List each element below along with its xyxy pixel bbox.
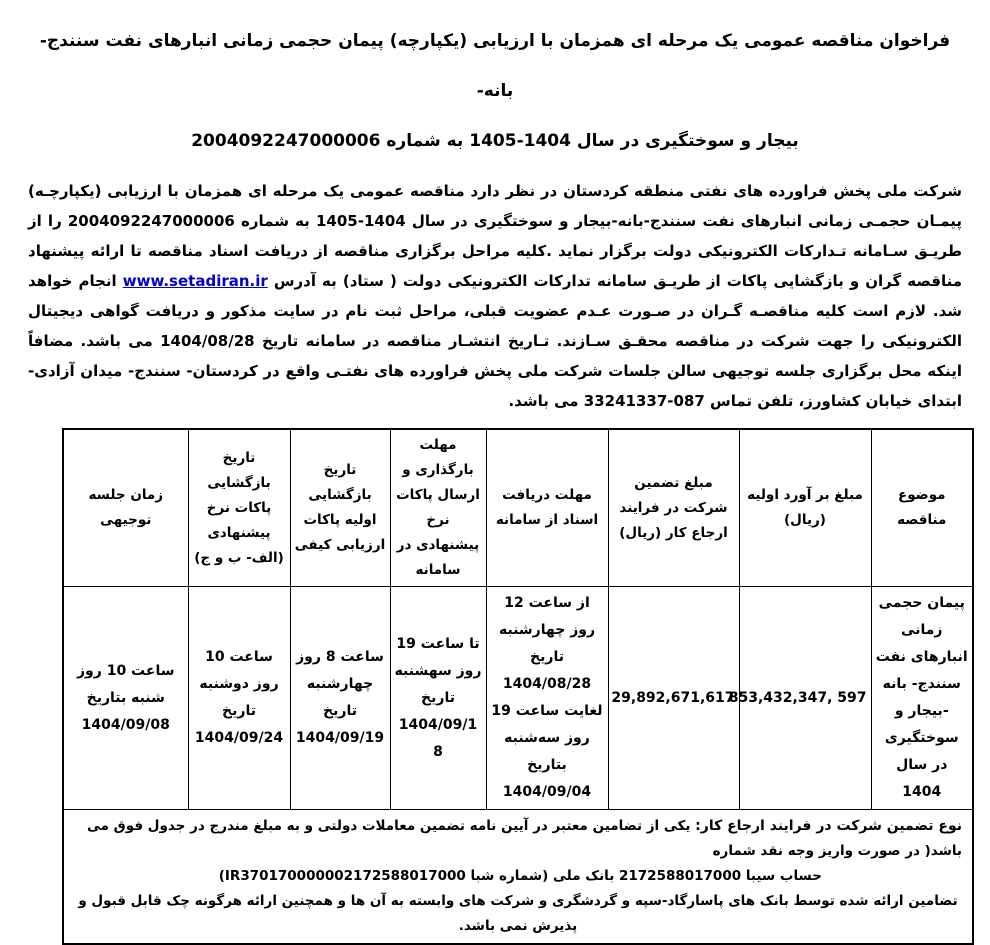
title-line-2: بیجار و سوختگیری در سال 1404-1405 به شماره 2004092247000006 [191,131,799,151]
note-line-1 [74,814,962,864]
cell-subject: پیمان حجمی زمانی انبارهای نفت سنندج- بانه -بیجار و سوختگیری در سال 1404 [871,587,973,810]
col-header-price-envelope-opening-date: تاریخ بازگشایی پاکات نرخ پیشنهادی (الف- ب و ج) [188,429,290,587]
intro-paragraph [28,176,962,416]
intro-text-after-link: انجام خواهد شد. لازم است کلیه مناقصـه گـران در صـورت عـدم عضویت قبلی، مراحل ثبت نام در سایت مذکور و دریافت گواهی دیجیتال الکترونیکی را جهت شرکت در مناقصه محقـق سـازند. تـاریخ انتشـار مناقصه در سامانه تاریخ 1404/08/28 می باشد. مضافاً اینکه محل برگزاری جلسه توجیهی سالن جلسات شرکت ملی پخش فراورده های نفتـی واقع در کردستان- سنندج- میدان آزادی- ابتدای خیابان کشاورز، تلفن تماس 087-33241337 می باشد. [28,272,962,410]
col-header-doc-receipt-deadline: مهلت دریافت اسناد از سامانه [486,429,608,587]
tender-table [62,428,974,945]
table-data-row [63,587,973,810]
note-line-1-rest: یکی از تضامین معتبر در آیین نامه تضمین معاملات دولتی و به مبلغ مندرج در جدول فوق می باشد( در صورت واریز وجه نقد شماره [86,818,962,859]
cell-price-envelope-opening-date: ساعت 10 روز دوشنبه تاریخ 1404/09/24 [188,587,290,810]
cell-initial-estimate: 597 ,853,432,347 [739,587,871,810]
note-lead: نوع تضمین شرکت در فرایند ارجاع کار: [695,818,962,834]
note-line-3: تضامین ارائه شده توسط بانک های پاسارگاد-سپه و گردشگری و شرکت های وابسته به آن ها و همچنین ارائه هرگونه چک قابل قبول و پذیرش نمی باشد. [78,893,958,934]
col-header-initial-estimate: مبلغ بر آورد اولیه (ریال) [739,429,871,587]
col-header-subject: موضوع مناقصه [871,429,973,587]
col-header-quality-eval-opening-date: تاریخ بازگشایی اولیه پاکات ارزیابی کیفی [290,429,390,587]
cell-briefing-session-time: ساعت 10 روز شنبه بتاریخ 1404/09/08 [63,587,188,810]
table-header-row [63,429,973,587]
cell-upload-deadline: تا ساعت 19 روز سهشنبه تاریخ 1404/09/18 [390,587,486,810]
document-page [0,16,990,934]
page-title [28,16,962,166]
title-line-1: فراخوان مناقصه عمومی یک مرحله ای همزمان با ارزیابی (یکپارچه) پیمان حجمی زمانی انبارهای نفت سنندج-بانه- [39,31,951,101]
setadiran-link[interactable]: www.setadiran.ir [122,272,268,290]
note-line-2: حساب سیبا 2172588017000 بانک ملی (شماره شبا IR370170000002172588017000) [218,868,822,884]
intro-text-before-link: شرکت ملی پخش فراورده های نفتی منطقه کردستان در نظر دارد مناقصه عمومی یک مرحله ای همزمان با ارزیابی (یکپارچـه) پیمـان حجمـی زمانی انبارهای نفت سنندج-بانه-بیجار و سوختگیری در سال 1404-1405 به شماره 2004092247000006 را از طریـق سـامانه تـدارکات الکترونیکی دولت برگزار نماید .کلیه مراحل برگزاری مناقصه از دریافت اسناد مناقصه تا ارائه پیشنهاد مناقصه گران و بازگشایی پاکات از طریـق سامانه تدارکات الکترونیکی دولت ( ستاد) به آدرس [28,182,963,290]
cell-doc-receipt-deadline: از ساعت 12 روز چهارشنبه تاریخ 1404/08/28 لغایت ساعت 19 روز سه‌شنبه بتاریخ 1404/09/04 [486,587,608,810]
cell-guarantee-amount: 29,892,671,617 [608,587,739,810]
table-note-row [63,810,973,945]
col-header-guarantee-amount: مبلغ تضمین شرکت در فرایند ارجاع کار (ریال) [608,429,739,587]
cell-quality-eval-opening-date: ساعت 8 روز چهارشنبه تاریخ 1404/09/19 [290,587,390,810]
guarantee-note [63,810,973,945]
col-header-upload-deadline: مهلت بارگذاری و ارسال پاکات نرخ پیشنهادی در سامانه [390,429,486,587]
col-header-briefing-session-time: زمان جلسه توجیهی [63,429,188,587]
